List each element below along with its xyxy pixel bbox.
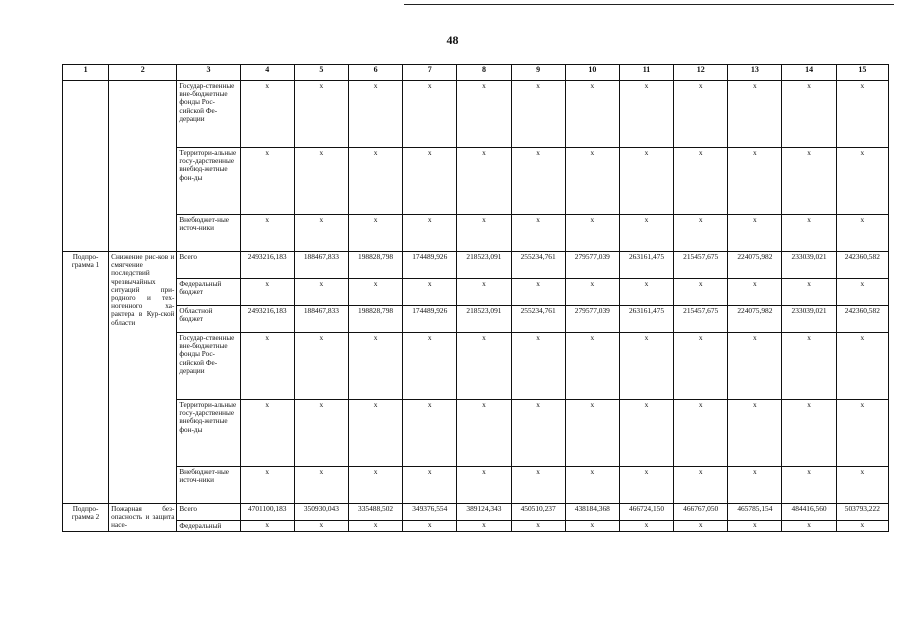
header-cell: 13 [728, 65, 782, 81]
value-cell: x [511, 148, 565, 215]
value-cell: 2493216,183 [240, 306, 294, 333]
value-cell: x [403, 400, 457, 467]
value-cell: 466724,150 [619, 504, 673, 521]
funding-source-cell: Территори-альные госу-дарственные внебюд-жетные фон-ды [177, 400, 240, 467]
value-cell: x [619, 467, 673, 504]
header-cell: 7 [403, 65, 457, 81]
value-cell: x [728, 467, 782, 504]
table-row [63, 467, 889, 504]
table-row [63, 504, 889, 521]
value-cell: x [457, 148, 511, 215]
value-cell: x [240, 279, 294, 306]
value-cell: x [457, 521, 511, 532]
value-cell: x [403, 467, 457, 504]
value-cell: x [619, 81, 673, 148]
value-cell: x [457, 279, 511, 306]
value-cell: x [619, 333, 673, 400]
table-row [63, 81, 889, 148]
empty-program-cell [63, 81, 109, 252]
top-rule [404, 4, 894, 5]
value-cell: x [728, 215, 782, 252]
value-cell: x [511, 279, 565, 306]
value-cell: 174489,926 [403, 306, 457, 333]
funding-source-cell: Территори-альные госу-дарственные внебюд-жетные фон-ды [177, 148, 240, 215]
value-cell: 255234,761 [511, 306, 565, 333]
value-cell: x [782, 279, 836, 306]
value-cell: x [674, 400, 728, 467]
value-cell: x [294, 148, 348, 215]
value-cell: 198828,798 [348, 306, 402, 333]
value-cell: 465785,154 [728, 504, 782, 521]
value-cell: x [565, 148, 619, 215]
value-cell: x [294, 400, 348, 467]
value-cell: 242360,582 [836, 252, 888, 279]
value-cell: x [674, 148, 728, 215]
funding-source-cell: Областной бюджет [177, 306, 240, 333]
value-cell: x [294, 521, 348, 532]
value-cell: x [348, 400, 402, 467]
value-cell: 2493216,183 [240, 252, 294, 279]
value-cell: x [511, 400, 565, 467]
value-cell: 279577,039 [565, 306, 619, 333]
table-row [63, 400, 889, 467]
header-cell: 8 [457, 65, 511, 81]
funding-source-cell: Внебюджет-ные источ-ники [177, 467, 240, 504]
value-cell: 188467,833 [294, 252, 348, 279]
value-cell: x [511, 467, 565, 504]
table-row [63, 215, 889, 252]
value-cell: 233039,021 [782, 252, 836, 279]
value-cell: x [836, 215, 888, 252]
value-cell: 188467,833 [294, 306, 348, 333]
funding-source-cell: Внебюджет-ные источ-ники [177, 215, 240, 252]
value-cell: 484416,560 [782, 504, 836, 521]
header-row [63, 65, 889, 81]
table-row [63, 306, 889, 333]
value-cell: x [782, 148, 836, 215]
value-cell: x [457, 215, 511, 252]
value-cell: x [619, 148, 673, 215]
funding-source-cell: Федеральный бюджет [177, 279, 240, 306]
value-cell: x [240, 521, 294, 532]
value-cell: x [565, 467, 619, 504]
value-cell: x [294, 333, 348, 400]
value-cell: 218523,091 [457, 306, 511, 333]
value-cell: x [511, 333, 565, 400]
value-cell: x [294, 81, 348, 148]
empty-description-cell [109, 81, 177, 252]
value-cell: x [403, 521, 457, 532]
value-cell: x [782, 467, 836, 504]
value-cell: x [782, 400, 836, 467]
value-cell: 198828,798 [348, 252, 402, 279]
table-row [63, 333, 889, 400]
value-cell: x [348, 148, 402, 215]
value-cell: x [782, 215, 836, 252]
page-number: 48 [446, 33, 459, 47]
value-cell: x [457, 400, 511, 467]
header-cell: 11 [619, 65, 673, 81]
value-cell: x [619, 279, 673, 306]
value-cell: x [457, 333, 511, 400]
budget-table [62, 64, 889, 532]
value-cell: x [728, 521, 782, 532]
funding-source-cell: Государ-ственные вне-бюджетные фонды Рос-сийской Фе-дерации [177, 81, 240, 148]
value-cell: 350930,043 [294, 504, 348, 521]
program-description: Снижение рис-ков и смягчение последствий чрезвычайных ситуаций при-родного и тех-ногенного ха-рактера в Кур-ской области [109, 252, 177, 504]
value-cell: x [674, 81, 728, 148]
value-cell: x [782, 81, 836, 148]
value-cell: x [674, 467, 728, 504]
value-cell: 263161,475 [619, 306, 673, 333]
value-cell: x [836, 333, 888, 400]
value-cell: 349376,554 [403, 504, 457, 521]
value-cell: 218523,091 [457, 252, 511, 279]
value-cell: x [565, 81, 619, 148]
value-cell: x [565, 521, 619, 532]
value-cell: x [403, 148, 457, 215]
value-cell: x [240, 400, 294, 467]
value-cell: x [565, 215, 619, 252]
table-row [63, 252, 889, 279]
program-description: Пожарная без-опасность и защита насе- [109, 504, 177, 532]
table-row [63, 148, 889, 215]
value-cell: x [565, 400, 619, 467]
header-cell: 4 [240, 65, 294, 81]
value-cell: x [728, 148, 782, 215]
value-cell: x [674, 521, 728, 532]
value-cell: x [836, 279, 888, 306]
value-cell: x [674, 333, 728, 400]
funding-source-cell: Государ-ственные вне-бюджетные фонды Рос-сийской Фе-дерации [177, 333, 240, 400]
header-cell: 15 [836, 65, 888, 81]
value-cell: x [728, 400, 782, 467]
header-cell: 6 [348, 65, 402, 81]
value-cell: 450510,237 [511, 504, 565, 521]
value-cell: x [565, 333, 619, 400]
value-cell: x [457, 467, 511, 504]
value-cell: x [294, 467, 348, 504]
value-cell: x [836, 148, 888, 215]
program-label: Подпро-грамма 1 [63, 252, 109, 504]
value-cell: x [511, 521, 565, 532]
value-cell: 215457,675 [674, 306, 728, 333]
header-cell: 12 [674, 65, 728, 81]
value-cell: x [348, 279, 402, 306]
value-cell: 4701100,183 [240, 504, 294, 521]
header-cell: 10 [565, 65, 619, 81]
value-cell: x [674, 215, 728, 252]
value-cell: 263161,475 [619, 252, 673, 279]
value-cell: 174489,926 [403, 252, 457, 279]
header-cell: 2 [109, 65, 177, 81]
value-cell: x [348, 521, 402, 532]
value-cell: x [619, 215, 673, 252]
value-cell: x [294, 215, 348, 252]
funding-source-cell: Федеральный [177, 521, 240, 532]
value-cell: 233039,021 [782, 306, 836, 333]
value-cell: x [294, 279, 348, 306]
value-cell: 242360,582 [836, 306, 888, 333]
value-cell: x [511, 215, 565, 252]
value-cell: x [403, 333, 457, 400]
value-cell: x [403, 81, 457, 148]
header-cell: 14 [782, 65, 836, 81]
value-cell: x [836, 521, 888, 532]
header-cell: 3 [177, 65, 240, 81]
value-cell: x [240, 467, 294, 504]
value-cell: x [836, 81, 888, 148]
value-cell: 255234,761 [511, 252, 565, 279]
header-cell: 9 [511, 65, 565, 81]
value-cell: x [619, 400, 673, 467]
value-cell: x [836, 467, 888, 504]
program-label: Подпро-грамма 2 [63, 504, 109, 532]
value-cell: 503793,222 [836, 504, 888, 521]
value-cell: x [728, 81, 782, 148]
value-cell: x [782, 333, 836, 400]
value-cell: x [836, 400, 888, 467]
value-cell: 438184,368 [565, 504, 619, 521]
value-cell: x [403, 215, 457, 252]
value-cell: 466767,050 [674, 504, 728, 521]
value-cell: x [240, 215, 294, 252]
value-cell: x [240, 81, 294, 148]
value-cell: x [348, 333, 402, 400]
header-cell: 5 [294, 65, 348, 81]
value-cell: x [619, 521, 673, 532]
value-cell: x [240, 333, 294, 400]
value-cell: x [403, 279, 457, 306]
value-cell: x [565, 279, 619, 306]
value-cell: x [457, 81, 511, 148]
value-cell: x [348, 215, 402, 252]
header-cell: 1 [63, 65, 109, 81]
value-cell: x [674, 279, 728, 306]
value-cell: 279577,039 [565, 252, 619, 279]
value-cell: x [511, 81, 565, 148]
table-row [63, 521, 889, 532]
value-cell: 389124,343 [457, 504, 511, 521]
value-cell: 224075,982 [728, 306, 782, 333]
table-row [63, 279, 889, 306]
value-cell: x [240, 148, 294, 215]
value-cell: x [728, 279, 782, 306]
value-cell: 335488,502 [348, 504, 402, 521]
value-cell: 215457,675 [674, 252, 728, 279]
value-cell: 224075,982 [728, 252, 782, 279]
value-cell: x [348, 81, 402, 148]
funding-source-cell: Всего [177, 504, 240, 521]
value-cell: x [728, 333, 782, 400]
funding-source-cell: Всего [177, 252, 240, 279]
value-cell: x [348, 467, 402, 504]
value-cell: x [782, 521, 836, 532]
